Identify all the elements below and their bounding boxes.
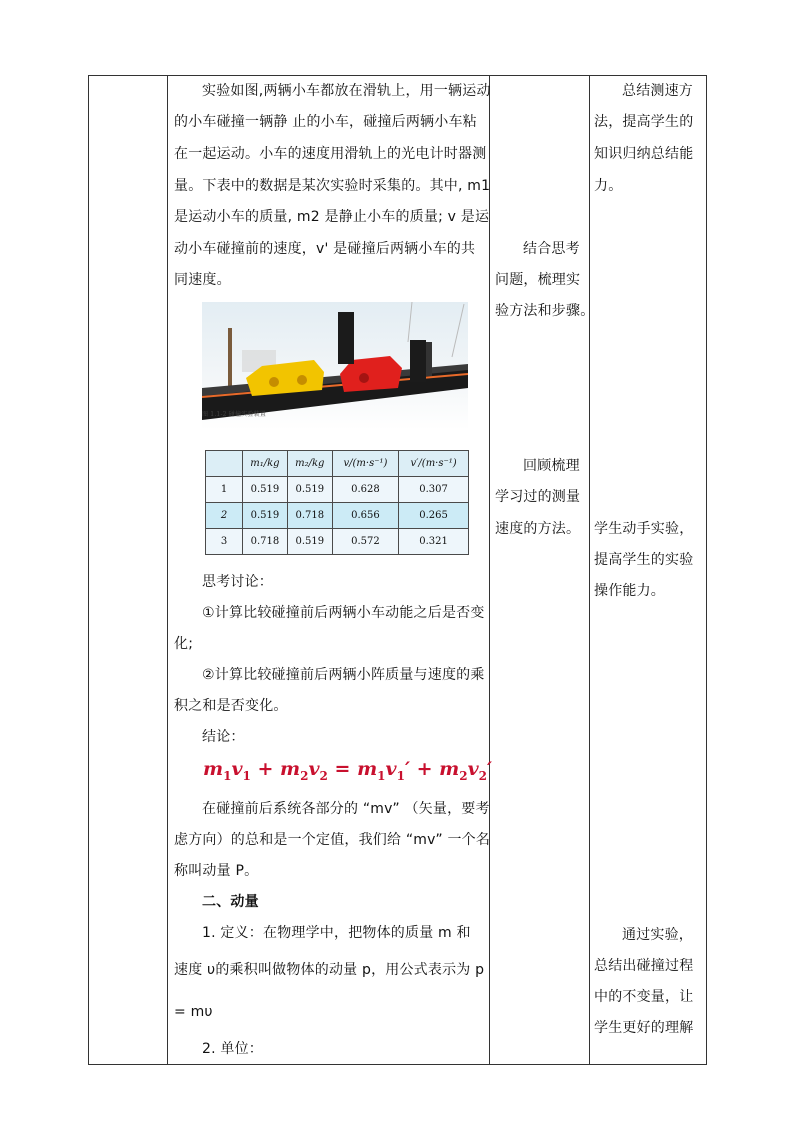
definition-line: 1. 定义：在物理学中，把物体的质量 m 和 <box>202 925 471 941</box>
section-heading: 二、动量 <box>202 894 259 910</box>
table-cell: 2 <box>206 503 243 529</box>
table-row <box>206 477 469 503</box>
summary-paragraph-line: 虑方向）的总和是一个定值，我们给 “mv” 一个名 <box>174 832 491 848</box>
table-cell: 3 <box>206 529 243 555</box>
question-1: ①计算比较碰撞前后两辆小车动能之后是否变 <box>202 605 485 621</box>
table-cell: 1 <box>206 477 243 503</box>
table-cell: 0.321 <box>399 529 469 555</box>
table-header-cell: m₂/kg <box>287 451 332 477</box>
table-header-cell: v′/(m·s⁻¹) <box>399 451 469 477</box>
activity-text: 速度的方法。 <box>495 521 581 537</box>
activity-text: 验方法和步骤。 <box>495 303 595 319</box>
table-row <box>206 529 469 555</box>
intent-text: 学生动手实验， <box>594 521 694 537</box>
intent-text: 提高学生的实验 <box>594 552 694 568</box>
intent-text: 总结测速方 <box>622 83 693 99</box>
definition-line: = mυ <box>174 1004 213 1020</box>
activity-text: 结合思考 <box>523 241 580 257</box>
experiment-data-table <box>205 450 469 555</box>
intro-line: 是运动小车的质量, m2 是静止小车的质量; v 是运 <box>174 209 490 225</box>
table-cell: 0.519 <box>243 503 288 529</box>
intent-text: 操作能力。 <box>594 583 665 599</box>
table-cell: 0.718 <box>287 503 332 529</box>
table-cell: 0.519 <box>243 477 288 503</box>
intro-line: 的小车碰撞一辆静 止的小车，碰撞后两辆小车粘 <box>174 114 477 130</box>
intent-text: 法，提高学生的 <box>594 114 694 130</box>
summary-paragraph-line: 称叫动量 P。 <box>174 863 259 879</box>
intent-text: 学生更好的理解 <box>594 1020 694 1036</box>
table-cell: 0.519 <box>287 477 332 503</box>
activity-text: 学习过的测量 <box>495 489 581 505</box>
table-cell: 0.628 <box>332 477 398 503</box>
table-row <box>206 503 469 529</box>
question-1-cont: 化; <box>174 636 194 652</box>
table-header-cell: v/(m·s⁻¹) <box>332 451 398 477</box>
intro-line: 在一起运动。小车的速度用滑轨上的光电计时器测 <box>174 146 487 162</box>
intent-text: 中的不变量，让 <box>594 989 694 1005</box>
question-2: ②计算比较碰撞前后两辆小阵质量与速度的乘 <box>202 667 485 683</box>
column-divider <box>167 76 168 1064</box>
intent-text: 总结出碰撞过程 <box>594 958 694 974</box>
activity-text: 问题，梳理实 <box>495 272 581 288</box>
intent-text: 力。 <box>594 178 623 194</box>
intro-line: 实验如图,两辆小车都放在滑轨上，用一辆运动 <box>202 83 491 99</box>
question-2-cont: 积之和是否变化。 <box>174 698 288 714</box>
table-cell: 0.519 <box>287 529 332 555</box>
table-header-row <box>206 451 469 477</box>
intro-line: 量。下表中的数据是某次实验时采集的。其中, m1 <box>174 178 491 194</box>
intent-text: 知识归纳总结能 <box>594 146 694 162</box>
conclusion-title: 结论： <box>202 729 245 745</box>
intro-line: 同速度。 <box>174 272 231 288</box>
summary-paragraph-line: 在碰撞前后系统各部分的 “mv” （矢量，要考 <box>202 801 490 817</box>
table-cell: 0.656 <box>332 503 398 529</box>
column-divider <box>489 76 490 1064</box>
table-cell: 0.572 <box>332 529 398 555</box>
momentum-conservation-formula: $m_1v_1 + m_2v_2 = m_1v_1' + m_2v_2'$ <box>203 758 492 783</box>
definition-line: 速度 υ的乘积叫做物体的动量 p，用公式表示为 p <box>174 962 485 978</box>
figure-caption: 图 1.1-2 碰撞实验装置 <box>202 411 267 418</box>
intro-line: 动小车碰撞前的速度，v' 是碰撞后两辆小车的共 <box>174 241 476 257</box>
table-header-cell: m₁/kg <box>243 451 288 477</box>
table-header-cell <box>206 451 243 477</box>
table-cell: 0.718 <box>243 529 288 555</box>
unit-line: 2. 单位： <box>202 1041 264 1057</box>
table-cell: 0.307 <box>399 477 469 503</box>
table-cell: 0.265 <box>399 503 469 529</box>
discussion-title: 思考讨论： <box>202 574 273 590</box>
column-divider <box>589 76 590 1064</box>
activity-text: 回顾梳理 <box>523 458 580 474</box>
intent-text: 通过实验， <box>622 927 693 943</box>
